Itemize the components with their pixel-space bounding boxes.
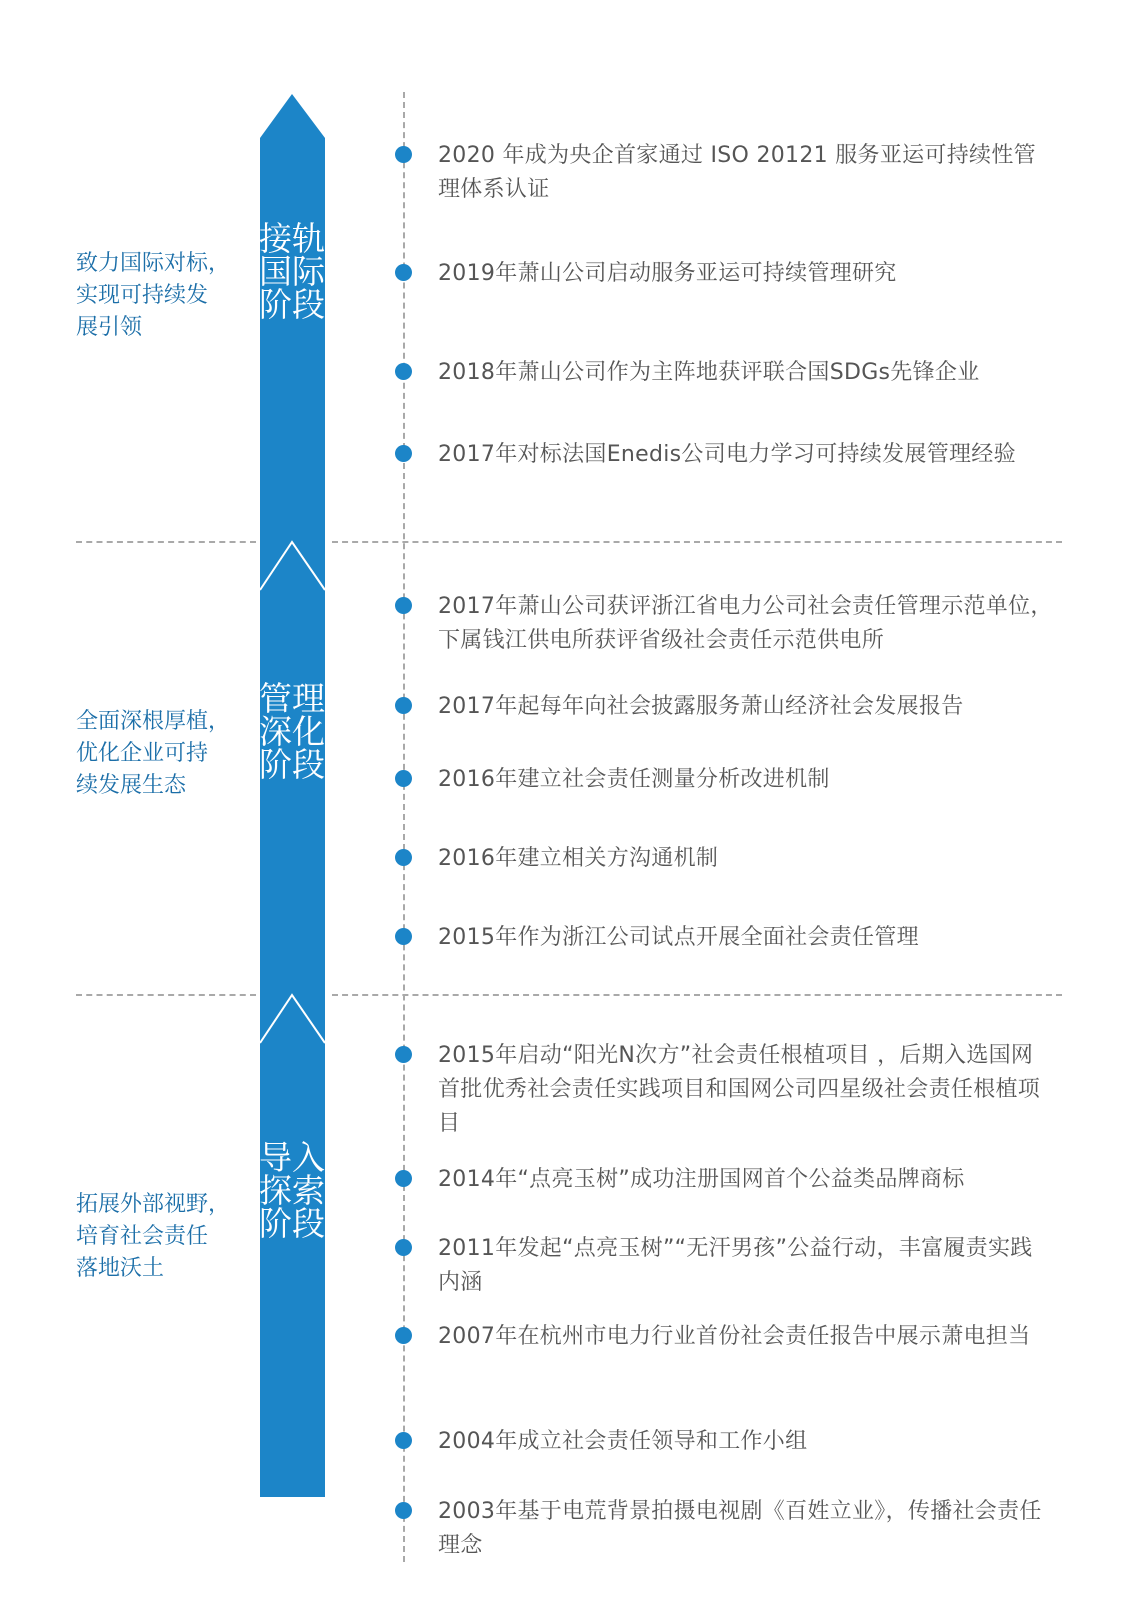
timeline-event-2011: 2011年发起“点亮玉树”“无汗男孩”公益行动，丰富履责实践内涵 (438, 1236, 1033, 1295)
timeline-dot (395, 445, 412, 462)
timeline-dot (395, 849, 412, 866)
timeline-dot (395, 1046, 412, 1063)
timeline-dot (395, 697, 412, 714)
stage-divider-left-1 (76, 541, 256, 543)
stage-divider-right-1 (332, 541, 1062, 543)
timeline-event-2007: 2007年在杭州市电力行业首份社会责任报告中展示萧电担当 (438, 1324, 1031, 1349)
timeline-dot (395, 1502, 412, 1519)
timeline-event-2016-communication: 2016年建立相关方沟通机制 (438, 846, 719, 871)
stage-desc-international: 致力国际对标， 实现可持续发 展引领 (76, 251, 231, 340)
timeline-dot (395, 770, 412, 787)
stage-title-management: 管理深化阶段 (259, 679, 325, 784)
timeline-dot (395, 1432, 412, 1449)
stage-title-exploration: 导入探索阶段 (259, 1138, 325, 1243)
timeline-dot (395, 363, 412, 380)
timeline-dot (395, 1239, 412, 1256)
timeline-event-2017-demo-unit: 2017年萧山公司获评浙江省电力公司社会责任管理示范单位，下属钱江供电所获评省级社会责任示范供电所 (438, 594, 1053, 653)
timeline-dot (395, 1327, 412, 1344)
stage-divider-right-2 (332, 994, 1062, 996)
timeline-event-2004: 2004年成立社会责任领导和工作小组 (438, 1429, 808, 1454)
timeline-dot (395, 264, 412, 281)
timeline-event-2020: 2020 年成为央企首家通过 ISO 20121 服务亚运可持续性管理体系认证 (438, 143, 1036, 202)
timeline-dot (395, 1170, 412, 1187)
timeline-event-2018: 2018年萧山公司作为主阵地获评联合国SDGs先锋企业 (438, 360, 980, 385)
timeline-dot (395, 597, 412, 614)
timeline-event-2003: 2003年基于电荒背景拍摄电视剧《百姓立业》，传播社会责任理念 (438, 1499, 1042, 1558)
timeline-event-2015-pilot: 2015年作为浙江公司试点开展全面社会责任管理 (438, 925, 919, 950)
stage-title-international: 接轨国际阶段 (259, 219, 325, 324)
timeline-event-2019: 2019年萧山公司启动服务亚运可持续管理研究 (438, 261, 897, 286)
stage-divider-left-2 (76, 994, 256, 996)
timeline-dot (395, 146, 412, 163)
timeline-event-2017-enedis: 2017年对标法国Enedis公司电力学习可持续发展管理经验 (438, 442, 1016, 467)
timeline-event-2015-project: 2015年启动“阳光N次方”社会责任根植项目 ，后期入选国网首批优秀社会责任实践项目和国网公司四星级社会责任根植项目 (438, 1043, 1041, 1136)
timeline-dot (395, 928, 412, 945)
timeline-event-2014: 2014年“点亮玉树”成功注册国网首个公益类品牌商标 (438, 1167, 965, 1192)
timeline-event-2017-report: 2017年起每年向社会披露服务萧山经济社会发展报告 (438, 694, 964, 719)
stage-desc-exploration: 拓展外部视野， 培育社会责任 落地沃土 (76, 1192, 231, 1281)
stage-desc-management: 全面深根厚植， 优化企业可持 续发展生态 (76, 709, 231, 798)
timeline-event-2016-measurement: 2016年建立社会责任测量分析改进机制 (438, 767, 830, 792)
